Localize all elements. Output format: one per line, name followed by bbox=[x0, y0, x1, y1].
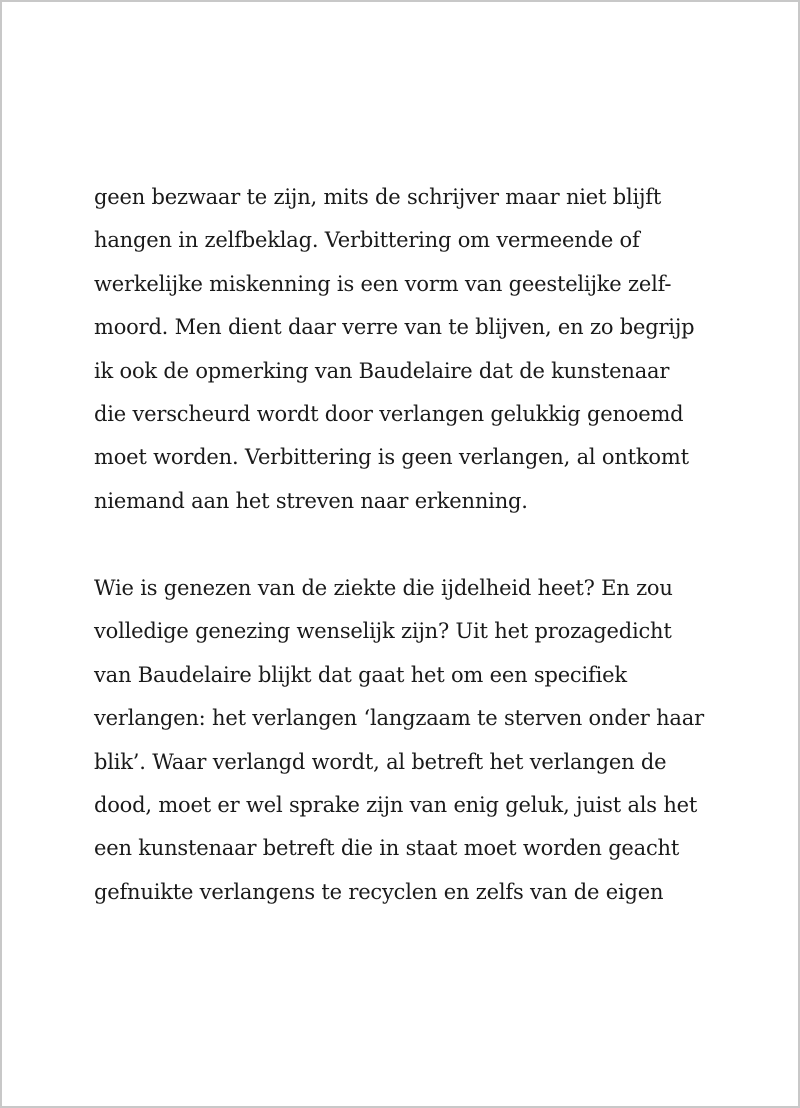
paragraph-1 bbox=[94, 176, 704, 523]
text-line: dood, moet er wel sprake zijn van enig geluk, juist als het bbox=[94, 792, 698, 817]
text-line: volledige genezing wenselijk zijn? Uit het prozagedicht bbox=[94, 619, 672, 644]
text-line: gefnuikte verlangens te recyclen en zelfs van de eigen bbox=[94, 879, 664, 904]
text-line: blik’. Waar verlangd wordt, al betreft het verlangen de bbox=[94, 749, 667, 774]
text-line: van Baudelaire blijkt dat gaat het om een specifiek bbox=[94, 662, 627, 687]
text-line: een kunstenaar betreft die in staat moet worden geacht bbox=[94, 836, 680, 861]
text-line: moet worden. Verbittering is geen verlangen, al ontkomt bbox=[94, 445, 689, 470]
paragraph-2 bbox=[94, 567, 704, 914]
text-line: werkelijke miskenning is een vorm van geestelijke zelf- bbox=[94, 271, 672, 296]
text-line: ik ook de opmerking van Baudelaire dat de kunstenaar bbox=[94, 358, 670, 383]
text-line: moord. Men dient daar verre van te blijven, en zo begrijp bbox=[94, 315, 695, 340]
text-line: verlangen: het verlangen ‘langzaam te sterven onder haar bbox=[94, 706, 704, 731]
text-line: Wie is genezen van de ziekte die ijdelheid heet? En zou bbox=[94, 576, 673, 600]
text-line: die verscheurd wordt door verlangen gelukkig genoemd bbox=[94, 401, 684, 426]
text-line: hangen in zelfbeklag. Verbittering om vermeende of bbox=[94, 228, 640, 253]
text-line: geen bezwaar te zijn, mits de schrijver maar niet blijft bbox=[94, 185, 662, 209]
text-line: niemand aan het streven naar erkenning. bbox=[94, 488, 528, 513]
